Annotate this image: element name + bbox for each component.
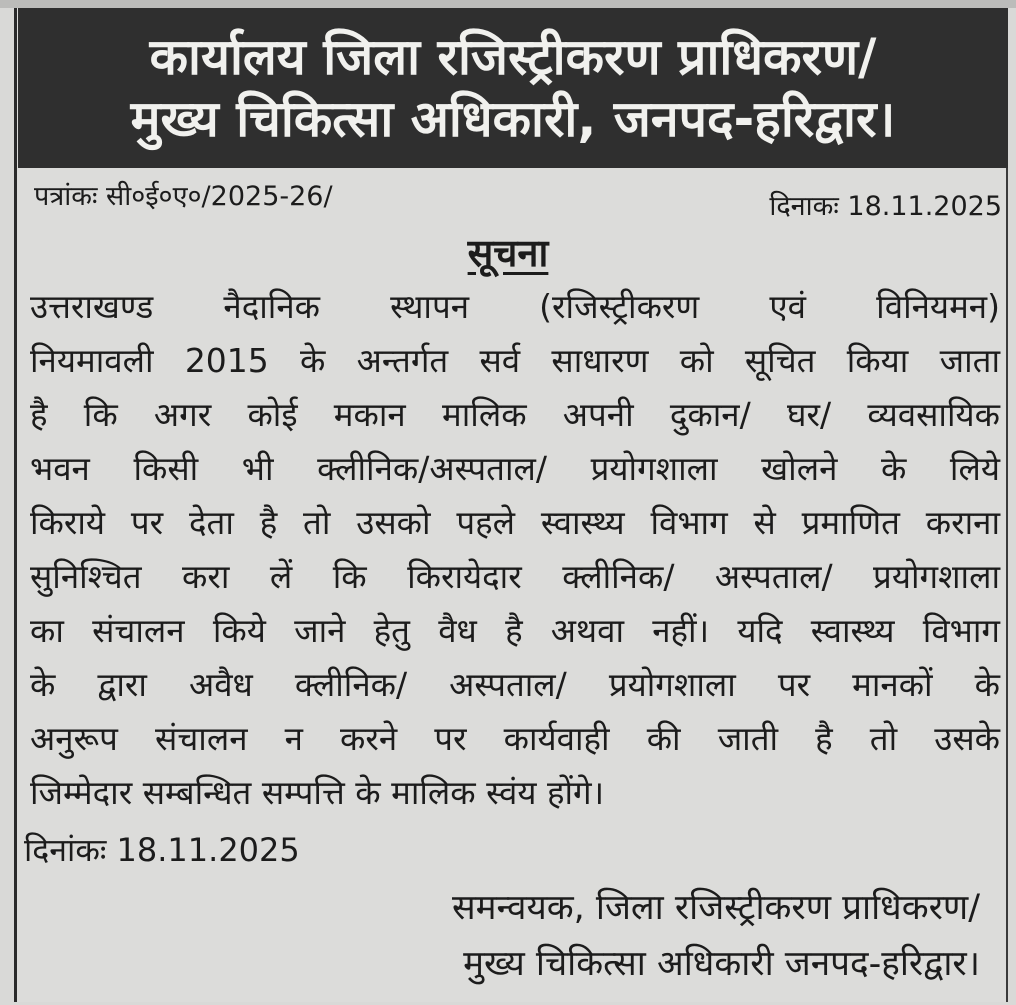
body-line: किराये पर देता है तो उसको पहले स्वास्थ्य विभाग से प्रमाणित कराना xyxy=(30,503,1000,542)
notice-title xyxy=(0,226,1016,278)
body-line: का संचालन किये जाने हेतु वैध है अथवा नहीं। यदि स्वास्थ्य विभाग xyxy=(30,611,1000,650)
body-line: है कि अगर कोई मकान मालिक अपनी दुकान/ घर/ व्यवसायिक xyxy=(30,395,1000,434)
reference-row xyxy=(34,176,1002,222)
reference-date: दिनाकः 18.11.2025 xyxy=(769,191,1002,222)
body-line: के द्वारा अवैध क्लीनिक/ अस्पताल/ प्रयोगशाला पर मानकों के xyxy=(30,665,1000,704)
body-line: अनुरूप संचालन न करने पर कार्यवाही की जाती है तो उसके xyxy=(30,719,1000,758)
body-line: जिम्मेदार सम्बन्धित सम्पत्ति के मालिक स्वंय होंगे। xyxy=(30,773,605,812)
body-line: उत्तराखण्ड नैदानिक स्थापन (रजिस्ट्रीकरण एवं विनियमन) xyxy=(30,287,1000,326)
notice-header xyxy=(18,8,1008,168)
body-line: सुनिश्चित करा लें कि किरायेदार क्लीनिक/ अस्पताल/ प्रयोगशाला xyxy=(30,557,1000,596)
signature-line-coordinator: समन्वयक, जिला रजिस्ट्रीकरण प्राधिकरण/ xyxy=(451,888,980,928)
reference-number: पत्रांकः सी०ई०ए०/2025-26/ xyxy=(34,181,333,212)
body-line: नियमावली 2015 के अन्तर्गत सर्व साधारण को सूचित किया जाता xyxy=(30,341,1000,380)
signature-line-cmo: मुख्य चिकित्सा अधिकारी जनपद-हरिद्वार। xyxy=(463,944,980,984)
notice-date: दिनांकः 18.11.2025 xyxy=(24,831,300,869)
notice-title-text: सूचना xyxy=(467,231,549,275)
newspaper-edge xyxy=(0,0,1016,8)
body-line: भवन किसी भी क्लीनिक/अस्पताल/ प्रयोगशाला खोलने के लिये xyxy=(30,449,1000,488)
header-line-cmo: मुख्य चिकित्सा अधिकारी, जनपद-हरिद्वार। xyxy=(130,90,896,148)
signature-block xyxy=(452,880,980,992)
header-line-office: कार्यालय जिला रजिस्ट्रीकरण प्राधिकरण/ xyxy=(149,28,877,86)
notice-body xyxy=(30,280,1000,820)
